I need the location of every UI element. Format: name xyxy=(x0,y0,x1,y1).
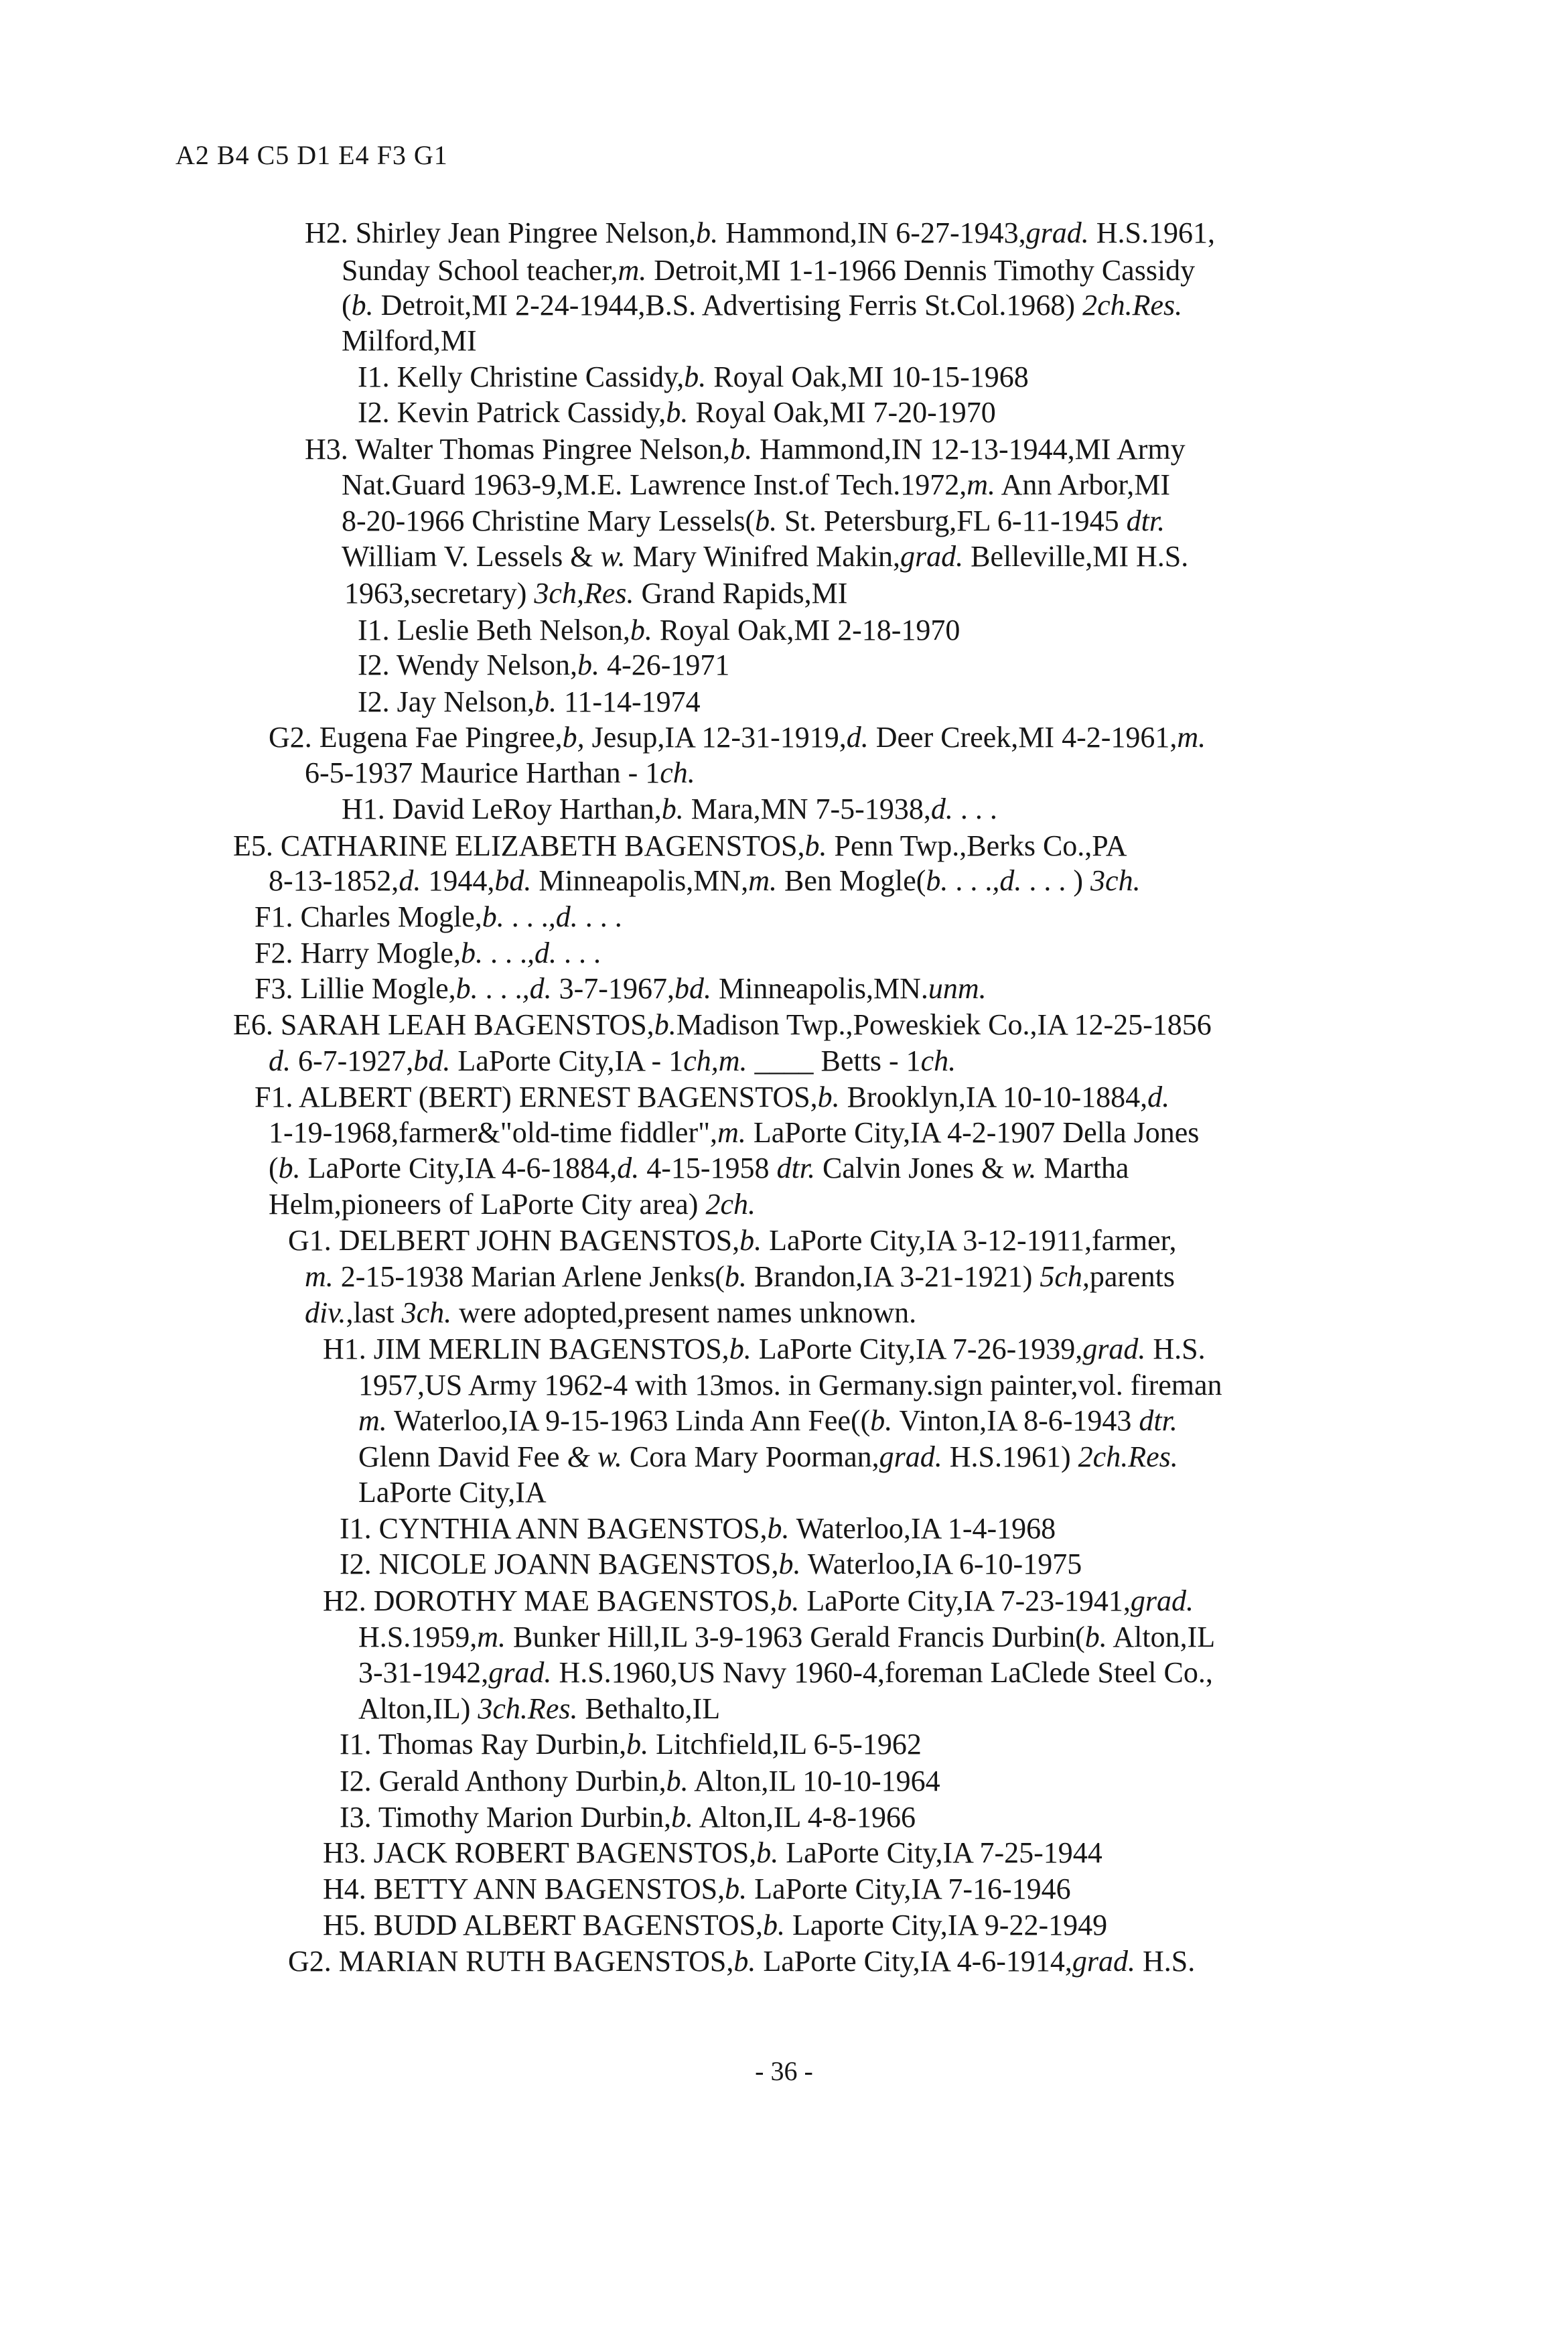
entry-text: I2. Jay Nelson, xyxy=(358,685,534,718)
entry-text: 1957,US Army 1962-4 with 13mos. in Germany.sign painter,vol. fireman xyxy=(358,1369,1222,1401)
entry-line xyxy=(269,1151,1129,1186)
entry-abbreviation: 2ch.Res. xyxy=(1078,1440,1178,1473)
entry-line xyxy=(305,1259,1175,1294)
lineage-code-header: A2 B4 C5 D1 E4 F3 G1 xyxy=(175,140,448,170)
entry-abbreviation: b. xyxy=(804,829,827,862)
entry-abbreviation: d. xyxy=(846,721,869,754)
entry-abbreviation: d. xyxy=(617,1152,640,1184)
entry-line xyxy=(358,1655,1213,1690)
entry-line xyxy=(269,1044,956,1079)
entry-abbreviation: b. xyxy=(777,1584,800,1617)
entry-line xyxy=(358,1620,1215,1655)
entry-abbreviation: ,d. xyxy=(548,900,578,933)
entry-text: Waterloo,IA 6-10-1975 xyxy=(800,1548,1082,1580)
entry-text: H.S.1959, xyxy=(358,1621,478,1653)
entry-text: I1. Kelly Christine Cassidy, xyxy=(358,360,685,393)
entry-text: I2. Wendy Nelson, xyxy=(358,648,578,681)
entry-abbreviation: 3ch. xyxy=(401,1296,452,1329)
entry-line xyxy=(340,1727,922,1762)
entry-abbreviation: bd. xyxy=(674,972,711,1005)
entry-text: LaPorte City,IA 7-23-1941, xyxy=(799,1584,1131,1617)
entry-text: . . . ) xyxy=(1021,864,1091,897)
entry-abbreviation: b. xyxy=(756,1836,779,1869)
entry-line xyxy=(358,685,701,720)
entry-abbreviation: b. xyxy=(482,900,504,933)
entry-abbreviation: b. xyxy=(455,972,478,1005)
entry-abbreviation: b. xyxy=(739,1224,762,1257)
entry-text: Laporte City,IA 9-22-1949 xyxy=(785,1909,1108,1941)
entry-line xyxy=(342,792,997,827)
entry-abbreviation: b. xyxy=(630,614,652,646)
entry-text: H2. DOROTHY MAE BAGENSTOS, xyxy=(323,1584,778,1617)
entry-abbreviation: dtr. xyxy=(776,1152,815,1184)
entry-abbreviation: w. xyxy=(597,1440,622,1473)
entry-text: H.S. xyxy=(1135,1945,1196,1978)
entry-text: I2. Gerald Anthony Durbin, xyxy=(340,1765,666,1797)
entry-line xyxy=(233,829,1127,864)
entry-text: H.S.1961) xyxy=(942,1440,1078,1473)
entry-text: Royal Oak,MI 2-18-1970 xyxy=(652,614,960,646)
entry-abbreviation: m. xyxy=(717,1116,746,1149)
entry-line xyxy=(305,432,1186,467)
entry-text: Royal Oak,MI 7-20-1970 xyxy=(688,396,996,429)
entry-abbreviation: m. xyxy=(618,254,647,287)
entry-text: 6-7-1927, xyxy=(291,1044,414,1077)
entry-text: F1. Charles Mogle, xyxy=(255,900,482,933)
entry-text: Milford,MI xyxy=(342,324,477,357)
entry-text: H.S.1961, xyxy=(1088,216,1215,249)
entry-abbreviation: b, xyxy=(562,721,585,754)
entry-text: LaPorte City,IA xyxy=(358,1476,547,1509)
entry-text: H1. David LeRoy Harthan, xyxy=(342,793,662,825)
entry-abbreviation: b. xyxy=(870,1404,893,1437)
entry-text: Ben Mogle( xyxy=(776,864,926,897)
entry-text: Detroit,MI 2-24-1944,B.S. Advertising Ferris St.Col.1968) xyxy=(373,289,1083,322)
entry-line xyxy=(342,324,477,358)
entry-text: Penn Twp.,Berks Co.,PA xyxy=(827,829,1127,862)
entry-abbreviation: grad. xyxy=(879,1440,942,1473)
entry-abbreviation: b. xyxy=(733,1945,756,1978)
entry-text: Glenn David Fee xyxy=(358,1440,567,1473)
entry-line xyxy=(255,936,601,971)
entry-line xyxy=(233,1008,1212,1042)
entry-text xyxy=(590,1440,597,1473)
entry-text: H4. BETTY ANN BAGENSTOS, xyxy=(323,1872,725,1905)
entry-abbreviation: bd. xyxy=(494,864,532,897)
entry-text: I2. Kevin Patrick Cassidy, xyxy=(358,396,666,429)
entry-line xyxy=(323,1584,1194,1619)
entry-line xyxy=(323,1836,1102,1870)
entry-text: Belleville,MI H.S. xyxy=(963,540,1189,573)
entry-abbreviation: m. xyxy=(967,468,996,501)
entry-text: 4-15-1958 xyxy=(639,1152,777,1184)
entry-text: were adopted,present names unknown. xyxy=(451,1296,917,1329)
entry-text: F2. Harry Mogle, xyxy=(255,937,461,969)
entry-line xyxy=(255,971,987,1006)
entry-abbreviation: b. xyxy=(654,1008,676,1041)
entry-line xyxy=(358,1368,1222,1403)
entry-text: Calvin Jones & xyxy=(814,1152,1012,1184)
entry-line xyxy=(255,1080,1169,1115)
entry-line xyxy=(358,360,1029,395)
entry-text: Alton,IL 4-8-1966 xyxy=(693,1801,916,1834)
entry-abbreviation: m. xyxy=(305,1260,334,1293)
entry-abbreviation: b. xyxy=(534,685,557,718)
entry-text: Waterloo,IA 1-4-1968 xyxy=(789,1512,1056,1545)
entry-text: LaPorte City,IA 4-6-1914, xyxy=(756,1945,1072,1978)
entry-abbreviation: b. xyxy=(626,1728,649,1761)
entry-text: Brandon,IA 3-21-1921) xyxy=(746,1260,1040,1293)
entry-abbreviation: ch. xyxy=(920,1044,956,1077)
entry-text: I3. Timothy Marion Durbin, xyxy=(340,1801,672,1834)
entry-abbreviation: b. xyxy=(351,289,374,322)
entry-line xyxy=(323,1908,1107,1943)
entry-abbreviation: ch,m. xyxy=(683,1044,747,1077)
entry-text: . . . xyxy=(482,937,527,969)
entry-line xyxy=(358,1692,720,1726)
entry-text: I1. Leslie Beth Nelson, xyxy=(358,614,630,646)
entry-text: William V. Lessels & xyxy=(342,540,601,573)
entry-line xyxy=(305,756,695,791)
entry-text: Ann Arbor,MI xyxy=(995,468,1171,501)
entry-line xyxy=(305,1296,916,1330)
entry-text: . . . xyxy=(952,793,997,825)
entry-abbreviation: d. xyxy=(269,1044,291,1077)
entry-text: G1. DELBERT JOHN BAGENSTOS, xyxy=(288,1224,740,1257)
entry-abbreviation: div. xyxy=(305,1296,346,1329)
entry-line xyxy=(323,1332,1206,1367)
entry-abbreviation: b. xyxy=(730,433,753,466)
entry-text: 11-14-1974 xyxy=(556,685,701,718)
entry-text: ( xyxy=(269,1152,279,1184)
entry-text: Litchfield,IL 6-5-1962 xyxy=(648,1728,922,1761)
entry-line xyxy=(342,253,1195,288)
entry-line xyxy=(340,1547,1082,1582)
entry-text: 8-20-1966 Christine Mary Lessels( xyxy=(342,504,756,537)
entry-text: Mara,MN 7-5-1938, xyxy=(683,793,931,825)
entry-text: ____ Betts - 1 xyxy=(747,1044,921,1077)
entry-abbreviation: grad. xyxy=(1130,1584,1194,1617)
entry-text: Sunday School teacher, xyxy=(342,254,618,287)
entry-text: H2. Shirley Jean Pingree Nelson, xyxy=(305,216,697,249)
entry-line xyxy=(358,1403,1178,1438)
entry-abbreviation: b. xyxy=(666,1765,689,1797)
entry-abbreviation: & xyxy=(567,1440,590,1473)
entry-line xyxy=(358,648,729,683)
entry-text: LaPorte City,IA 3-12-1911,farmer, xyxy=(762,1224,1177,1257)
entry-line xyxy=(269,1115,1199,1150)
entry-abbreviation: bd. xyxy=(413,1044,451,1077)
entry-abbreviation: b. xyxy=(1084,1621,1107,1653)
entry-text: 3-31-1942, xyxy=(358,1656,489,1689)
entry-text: H3. JACK ROBERT BAGENSTOS, xyxy=(323,1836,757,1869)
entry-abbreviation: unm. xyxy=(928,972,987,1005)
entry-abbreviation: m. xyxy=(1177,721,1206,754)
entry-line xyxy=(342,288,1182,323)
entry-line xyxy=(288,1944,1195,1979)
entry-text: Minneapolis,MN. xyxy=(711,972,928,1005)
entry-abbreviation: b. xyxy=(817,1081,840,1113)
entry-line xyxy=(288,1223,1177,1258)
entry-text: St. Petersburg,FL 6-11-1945 xyxy=(777,504,1127,537)
entry-text: Royal Oak,MI 10-15-1968 xyxy=(706,360,1029,393)
entry-text: Vinton,IA 8-6-1943 xyxy=(892,1404,1139,1437)
entry-line xyxy=(342,504,1165,539)
entry-line xyxy=(340,1764,940,1799)
entry-abbreviation: m. xyxy=(358,1404,387,1437)
entry-text: Helm,pioneers of LaPorte City area) xyxy=(269,1188,706,1221)
entry-abbreviation: d. xyxy=(930,793,953,825)
entry-abbreviation: ch. xyxy=(660,756,695,789)
entry-abbreviation: b. xyxy=(763,1909,786,1941)
entry-abbreviation: 3ch.Res. xyxy=(478,1692,578,1725)
entry-line xyxy=(358,395,996,430)
entry-text: Nat.Guard 1963-9,M.E. Lawrence Inst.of Tech.1972, xyxy=(342,468,967,501)
entry-text: ,last xyxy=(346,1296,402,1329)
entry-text: Detroit,MI 1-1-1966 Dennis Timothy Cassidy xyxy=(646,254,1196,287)
entry-abbreviation: b. xyxy=(278,1152,301,1184)
entry-line xyxy=(269,1187,756,1222)
page-number: - 36 - xyxy=(755,2056,813,2086)
entry-abbreviation: b. xyxy=(684,360,707,393)
entry-line xyxy=(358,613,960,648)
entry-text: LaPorte City,IA 4-2-1907 Della Jones xyxy=(745,1116,1200,1149)
entry-abbreviation: b. xyxy=(755,504,778,537)
entry-text: H5. BUDD ALBERT BAGENSTOS, xyxy=(323,1909,764,1941)
entry-text: Deer Creek,MI 4-2-1961, xyxy=(868,721,1178,754)
entry-text: Bunker Hill,IL 3-9-1963 Gerald Francis Durbin( xyxy=(506,1621,1085,1653)
entry-line xyxy=(342,539,1188,574)
entry-text: Brooklyn,IA 10-10-1884, xyxy=(839,1081,1148,1113)
entry-abbreviation: 5ch, xyxy=(1040,1260,1090,1293)
entry-text: Alton,IL 10-10-1964 xyxy=(688,1765,940,1797)
entry-text: I1. CYNTHIA ANN BAGENSTOS, xyxy=(340,1512,768,1545)
entry-text: LaPorte City,IA 7-26-1939, xyxy=(751,1332,1083,1365)
entry-line xyxy=(358,1440,1178,1475)
entry-text: 1963,secretary) xyxy=(344,577,534,610)
entry-text: . . . xyxy=(948,864,993,897)
entry-abbreviation: b. xyxy=(666,396,689,429)
entry-abbreviation: b. xyxy=(577,648,600,681)
entry-text: I2. NICOLE JOANN BAGENSTOS, xyxy=(340,1548,779,1580)
entry-text: E5. CATHARINE ELIZABETH BAGENSTOS, xyxy=(233,829,805,862)
entry-text: . . . xyxy=(556,937,601,969)
entry-abbreviation: b. xyxy=(460,937,483,969)
entry-abbreviation: 2ch.Res. xyxy=(1082,289,1183,322)
entry-line xyxy=(358,1475,547,1510)
entry-text: Grand Rapids,MI xyxy=(634,577,848,610)
entry-line xyxy=(340,1511,1056,1546)
entry-abbreviation: b. xyxy=(729,1332,752,1365)
entry-text: Alton,IL xyxy=(1107,1621,1216,1653)
entry-text: ( xyxy=(342,289,352,322)
entry-abbreviation: b. xyxy=(926,864,948,897)
entry-text: 3-7-1967, xyxy=(551,972,674,1005)
entry-text: 8-13-1852, xyxy=(269,864,399,897)
entry-text: Madison Twp.,Poweskiek Co.,IA 12-25-1856 xyxy=(676,1008,1212,1041)
entry-abbreviation: d. xyxy=(399,864,421,897)
entry-text: Martha xyxy=(1036,1152,1129,1184)
entry-abbreviation: b. xyxy=(767,1512,790,1545)
entry-abbreviation: w. xyxy=(600,540,626,573)
entry-text: Jesup,IA 12-31-1919, xyxy=(584,721,847,754)
entry-abbreviation: d. xyxy=(1147,1081,1170,1113)
entry-abbreviation: b. xyxy=(696,216,719,249)
entry-text: . . . xyxy=(478,972,522,1005)
entry-text: . . . xyxy=(577,900,622,933)
entry-text: H3. Walter Thomas Pingree Nelson, xyxy=(305,433,731,466)
entry-text: LaPorte City,IA - 1 xyxy=(450,1044,684,1077)
entry-line xyxy=(255,900,622,935)
entry-text: Cora Mary Poorman, xyxy=(622,1440,879,1473)
entry-line xyxy=(269,864,1141,898)
entry-text: I1. Thomas Ray Durbin, xyxy=(340,1728,627,1761)
entry-text: H1. JIM MERLIN BAGENSTOS, xyxy=(323,1332,729,1365)
entry-text: 4-26-1971 xyxy=(599,648,730,681)
entry-abbreviation: dtr. xyxy=(1139,1404,1178,1437)
entry-abbreviation: ,d. xyxy=(526,937,557,969)
entry-abbreviation: b. xyxy=(724,1260,747,1293)
entry-text: LaPorte City,IA 7-16-1946 xyxy=(747,1872,1071,1905)
entry-abbreviation: m. xyxy=(748,864,777,897)
entry-text: Bethalto,IL xyxy=(577,1692,721,1725)
entry-text: Mary Winifred Makin, xyxy=(625,540,901,573)
entry-abbreviation: b. xyxy=(725,1872,747,1905)
entry-text: Minneapolis,MN, xyxy=(531,864,749,897)
entry-text: 6-5-1937 Maurice Harthan - 1 xyxy=(305,756,660,789)
entry-text: H.S.1960,US Navy 1960-4,foreman LaClede Steel Co., xyxy=(551,1656,1213,1689)
entry-text: parents xyxy=(1089,1260,1175,1293)
entry-abbreviation: b. xyxy=(778,1548,801,1580)
entry-abbreviation: w. xyxy=(1011,1152,1037,1184)
entry-text: E6. SARAH LEAH BAGENSTOS, xyxy=(233,1008,654,1041)
entry-text: LaPorte City,IA 4-6-1884, xyxy=(300,1152,618,1184)
entry-text: Alton,IL) xyxy=(358,1692,478,1725)
entry-line xyxy=(340,1800,916,1835)
entry-abbreviation: grad. xyxy=(1072,1945,1136,1978)
entry-line xyxy=(323,1872,1071,1907)
entry-abbreviation: grad. xyxy=(1082,1332,1146,1365)
entry-line xyxy=(342,468,1170,502)
entry-abbreviation: b. xyxy=(671,1801,694,1834)
entry-abbreviation: 2ch. xyxy=(705,1188,756,1221)
entry-abbreviation: dtr. xyxy=(1126,504,1165,537)
entry-abbreviation: 3ch. xyxy=(1090,864,1141,897)
entry-text: 2-15-1938 Marian Arlene Jenks( xyxy=(333,1260,725,1293)
entry-abbreviation: 3ch,Res. xyxy=(534,577,634,610)
entry-abbreviation: grad. xyxy=(488,1656,552,1689)
entry-abbreviation: grad. xyxy=(1025,216,1089,249)
entry-text: H.S. xyxy=(1145,1332,1206,1365)
entry-text: 1-19-1968,farmer&"old-time fiddler", xyxy=(269,1116,718,1149)
entry-line xyxy=(305,216,1215,251)
entry-text: G2. MARIAN RUTH BAGENSTOS, xyxy=(288,1945,734,1978)
entry-text: . . . xyxy=(504,900,549,933)
entry-text: Hammond,IN 12-13-1944,MI Army xyxy=(752,433,1186,466)
entry-abbreviation: ,d. xyxy=(992,864,1022,897)
entry-text: 1944, xyxy=(421,864,495,897)
entry-line xyxy=(344,576,847,611)
entry-text: Waterloo,IA 9-15-1963 Linda Ann Fee(( xyxy=(386,1404,871,1437)
entry-text: F3. Lillie Mogle, xyxy=(255,972,456,1005)
entry-line xyxy=(269,720,1206,755)
entry-abbreviation: b. xyxy=(661,793,684,825)
entry-abbreviation: m. xyxy=(477,1621,506,1653)
entry-text: F1. ALBERT (BERT) ERNEST BAGENSTOS, xyxy=(255,1081,818,1113)
entry-text: G2. Eugena Fae Pingree, xyxy=(269,721,563,754)
entry-abbreviation: ,d. xyxy=(522,972,552,1005)
entry-abbreviation: grad. xyxy=(900,540,964,573)
entry-text: LaPorte City,IA 7-25-1944 xyxy=(778,1836,1102,1869)
entry-text: Hammond,IN 6-27-1943, xyxy=(718,216,1026,249)
